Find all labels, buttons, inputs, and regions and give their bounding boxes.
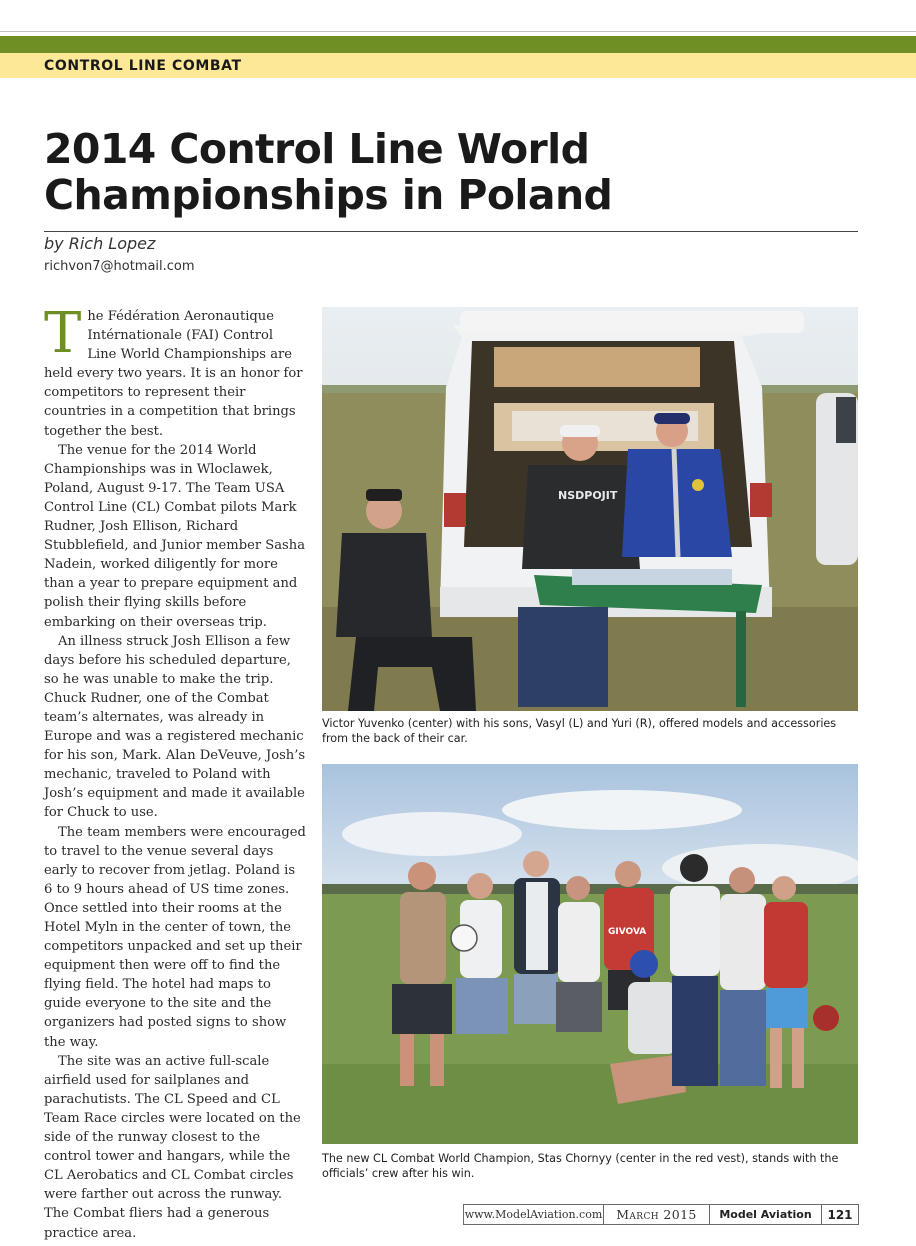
- footer-website: www.ModelAviation.com: [463, 1204, 604, 1225]
- page-number: 121: [821, 1204, 859, 1225]
- title-divider: [44, 231, 858, 232]
- photo-car-vendors: [322, 307, 858, 711]
- paragraph-2: The venue for the 2014 World Championships was in Wloclawek, Poland, August 9-17. The Team USA Control Line (CL) Combat pilots Mark Rudner, Josh Ellison, Richard Stubblefield, and Junior member Sasha Nadein, worked diligently for more than a year to prepare equipment and polish their flying skills before embarking on their overseas trip.: [44, 442, 305, 630]
- paragraph-5: The site was an active full-scale airfield used for sailplanes and parachutists. The CL Speed and CL Team Race circles were located on the side of the runway closest to the control tower and hangars, while the CL Aerobatics and CL Combat circles were farther out across the runway. The Combat fliers had a generous practice area.: [44, 1053, 301, 1241]
- photo-caption-1: Victor Yuvenko (center) with his sons, Vasyl (L) and Yuri (R), offered models and accessories from the back of their car.: [322, 717, 837, 745]
- paragraph-3: An illness struck Josh Ellison a few days before his scheduled departure, so he was unable to make the trip. Chuck Rudner, one of the Combat team’s alternates, was already in Europe and was a registered mechanic for his son, Mark. Alan DeVeuve, Josh’s mechanic, traveled to Poland with Josh’s equipment and made it available for Chuck to use.: [44, 633, 306, 821]
- section-label: CONTROL LINE COMBAT: [44, 58, 242, 74]
- header-green-bar: [0, 36, 916, 53]
- photo-champion-group: [322, 764, 858, 1144]
- shirt-text: NSDPOJIT: [558, 489, 618, 502]
- footer-magazine: Model Aviation: [709, 1204, 822, 1225]
- paragraph-4: The team members were encouraged to travel to the venue several days early to recover from jetlag. Poland is 6 to 9 hours ahead of US time zones. Once settled into their rooms at the Hotel Myln in the center of town, the competitors unpacked and set up their equipment then were off to find the flying field. The hotel had maps to guide everyone to the site and the organizers had posted signs to show the way.: [44, 824, 306, 1050]
- photo-champion-group-illustration: [322, 764, 858, 1144]
- drop-cap: T: [44, 301, 82, 366]
- top-rule: [0, 31, 916, 32]
- photo-car-vendors-illustration: [322, 307, 858, 711]
- vest-text: GIVOVA: [608, 927, 647, 937]
- byline: by Rich Lopez: [44, 234, 156, 253]
- paragraph-text: he Fédération Aeronautique Intérnationale (FAI) Control Line World Championships are held every two years. It is an honor for competitors to represent their countries in a competition that brings together the best.: [44, 309, 303, 439]
- author-email: richvon7@hotmail.com: [44, 259, 195, 274]
- article-body: [44, 301, 306, 1243]
- paragraph-1: [44, 301, 306, 441]
- article-title: 2014 Control Line World Championships in Poland: [44, 125, 613, 219]
- photo-caption-2: The new CL Combat World Champion, Stas Chornyy (center in the red vest), stands with the officials’ crew after his win.: [322, 1152, 839, 1180]
- footer-date: March 2015: [603, 1204, 710, 1225]
